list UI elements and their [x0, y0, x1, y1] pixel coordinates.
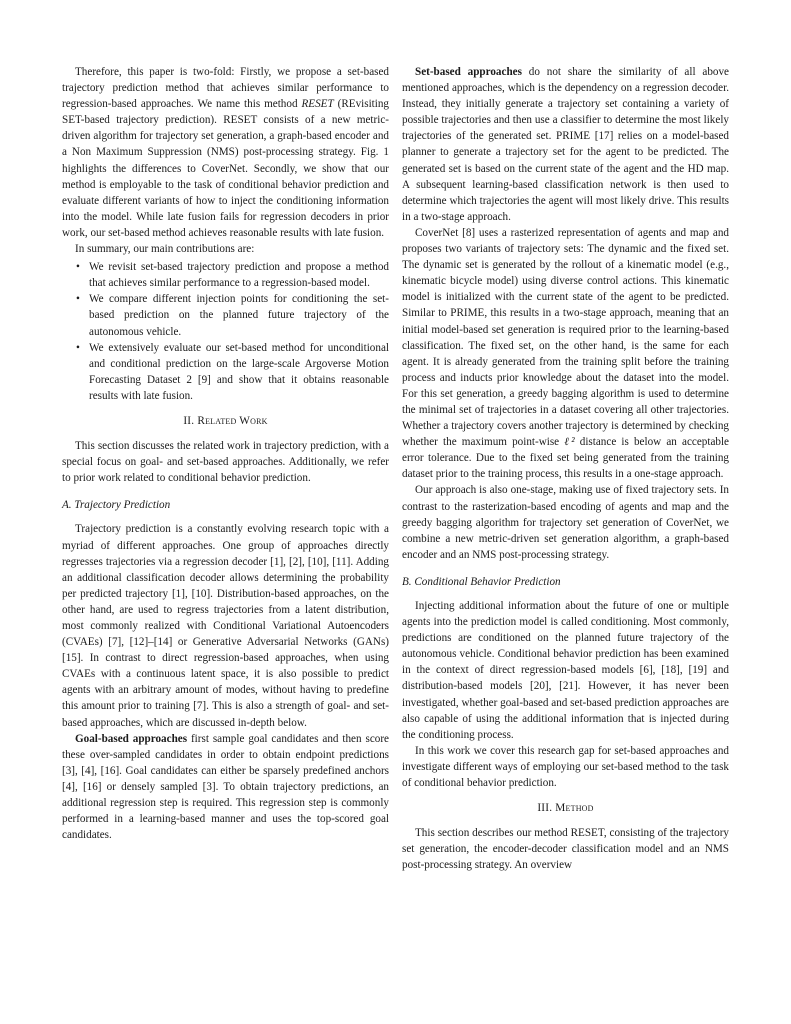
right-column	[402, 64, 729, 874]
list-item: • We extensively evaluate our set-based method for unconditional and conditional prediction on the large-scale Argoverse Motion Forecasting Dataset 2 [9] and show that it obtains reasonable results with late fusion.	[89, 340, 389, 404]
section-heading-related-work: II. Related Work	[183, 414, 268, 427]
method-name-emphasis: RESET	[301, 98, 334, 111]
research-gap-paragraph: In this work we cover this research gap for set-based approaches and investigate different ways of employing our set-based method to the task of conditional behavior prediction.	[402, 744, 729, 790]
covernet-paragraph: CoverNet [8] uses a rasterized representation of agents and map and proposes two variants of trajectory sets: The dynamic and the fixed set. The dynamic set is generated by the rollout of a kinematic model (e.g., kinematic bicycle model) using diverse control actions. This kinematic model is initialized with the current state of the agent to be predicted. Similar to PRIME, this results in a two-stage approach, meaning that an initial model-based set generation is required prior to the learning-based classification. The fixed set, on the other hand, is the same for each agent. It is already generated from the training split before the training process and inducts prior knowledge about the dataset into the model. For this set generation, a greedy bagging algorithm is used to determine the minimal set of trajectories in a dataset covering all other trajectories. Whether a trajectory covers another trajectory is determined by checking whether the maximum point-wise ℓ² distance is below an acceptable error tolerance. Due to the fixed set being generated from the training dataset prior to the training process, this results in a one-stage approach.	[402, 226, 730, 481]
section-heading-method: III. Method	[537, 802, 594, 815]
subsection-heading-conditional-behavior-prediction: B. Conditional Behavior Prediction	[402, 575, 561, 588]
l2-norm-symbol: ℓ²	[564, 436, 575, 449]
left-column	[62, 64, 389, 843]
list-item: • We revisit set-based trajectory prediction and propose a method that achieves similar performance to a regression-based model.	[89, 259, 389, 291]
conditioning-paragraph: Injecting additional information about the future of one or multiple agents into the prediction model is called conditioning. Most commonly, predictions are conditioned on the planned future trajectory of the autonomous vehicle. Conditional behavior prediction has been examined in the context of direct regression-based models [6], [18], [19] and distribution-based models [20], [21]. However, it has never been investigated, whether goal-based and set-based prediction approaches are also capable of using the additional information that is injected during the conditioning process.	[402, 600, 729, 741]
subsection-heading-trajectory-prediction: A. Trajectory Prediction	[62, 499, 171, 512]
set-based-paragraph: Set-based approaches do not share the similarity of all above mentioned approaches, which is the dependency on a regression decoder. Instead, they initially generate a trajectory set containing a variety of possible trajectories and then use a classifier to determine the most likely trajectories of the generated set. PRIME [17] relies on a model-based planner to generate a trajectory set for the agent to be predicted. The generated set is based on the current state of the agent and the HD map. A subsequent learning-based classification network is then used to determine which trajectories the agent will most likely drive. This results in a two-stage approach.	[402, 66, 729, 223]
list-item: • We compare different injection points for conditioning the set-based prediction on the planned future trajectory of the autonomous vehicle.	[89, 291, 389, 339]
our-approach-paragraph: Our approach is also one-stage, making use of fixed trajectory sets. In contrast to the rasterization-based encoding of agents and map and the greedy bagging algorithm for trajectory set generation of CoverNet, we combine a new metric-driven set generation algorithm, a graph-based encoder and an NMS post-processing strategy.	[402, 484, 729, 561]
trajectory-prediction-paragraph: Trajectory prediction is a constantly evolving research topic with a myriad of different approaches. One group of approaches directly regresses trajectories via a regression decoder [1], [2], [10], [11]. Adding an additional classification decoder allows determining the probability per predicted trajectory [1], [10]. Distribution-based approaches, on the other hand, are used to regress trajectories from a latent distribution, most commonly realized with Conditional Variational Autoencoders (CVAEs) [7], [12]–[14] or Generative Adversarial Networks (GANs) [15]. In contrast to direct regression-based approaches, when using CVAEs with a continuous latent space, it is also possible to predict agents with an arbitrary amount of modes, without having to predefine this amount prior to training [7]. This is also a strength of goal- and set-based approaches, which are discussed in-depth below.	[62, 523, 389, 729]
intro-paragraph: Therefore, this paper is two-fold: Firstly, we propose a set-based trajectory prediction method that achieves similar performance to regression-based approaches. We name this method RESET (REvisiting SET-based trajectory prediction). RESET consists of a new metric-driven algorithm for trajectory set generation, a graph-based encoder and a Non Maximum Suppression (NMS) post-processing strategy. Fig. 1 highlights the differences to CoverNet. Secondly, we show that our method is employable to the task of conditional behavior prediction and evaluate different variants of how to inject the conditioning information into the model. While late fusion fails for regression decoders in prior work, our set-based method achieves reasonable results with late fusion.	[62, 66, 389, 239]
method-intro-paragraph: This section describes our method RESET, consisting of the trajectory set generation, the encoder-decoder classification model and an NMS post-processing strategy. An overview	[402, 827, 729, 872]
goal-based-paragraph: Goal-based approaches first sample goal candidates and then score these over-sampled candidates in order to obtain endpoint predictions [3], [4], [16]. Goal candidates can either be sparsely predefined anchors [4], [16] or densely sampled [3]. To obtain trajectory predictions, an additional regression step is required. This regression step is commonly performed in a learning-based manner and uses the top-scored goal candidates.	[62, 732, 389, 842]
contributions-list	[62, 259, 389, 404]
contributions-intro: In summary, our main contributions are:	[75, 243, 255, 256]
related-work-intro: This section discusses the related work in trajectory prediction, with a special focus on goal- and set-based approaches. Additionally, we refer to prior work related to conditional behavior prediction.	[62, 440, 389, 485]
